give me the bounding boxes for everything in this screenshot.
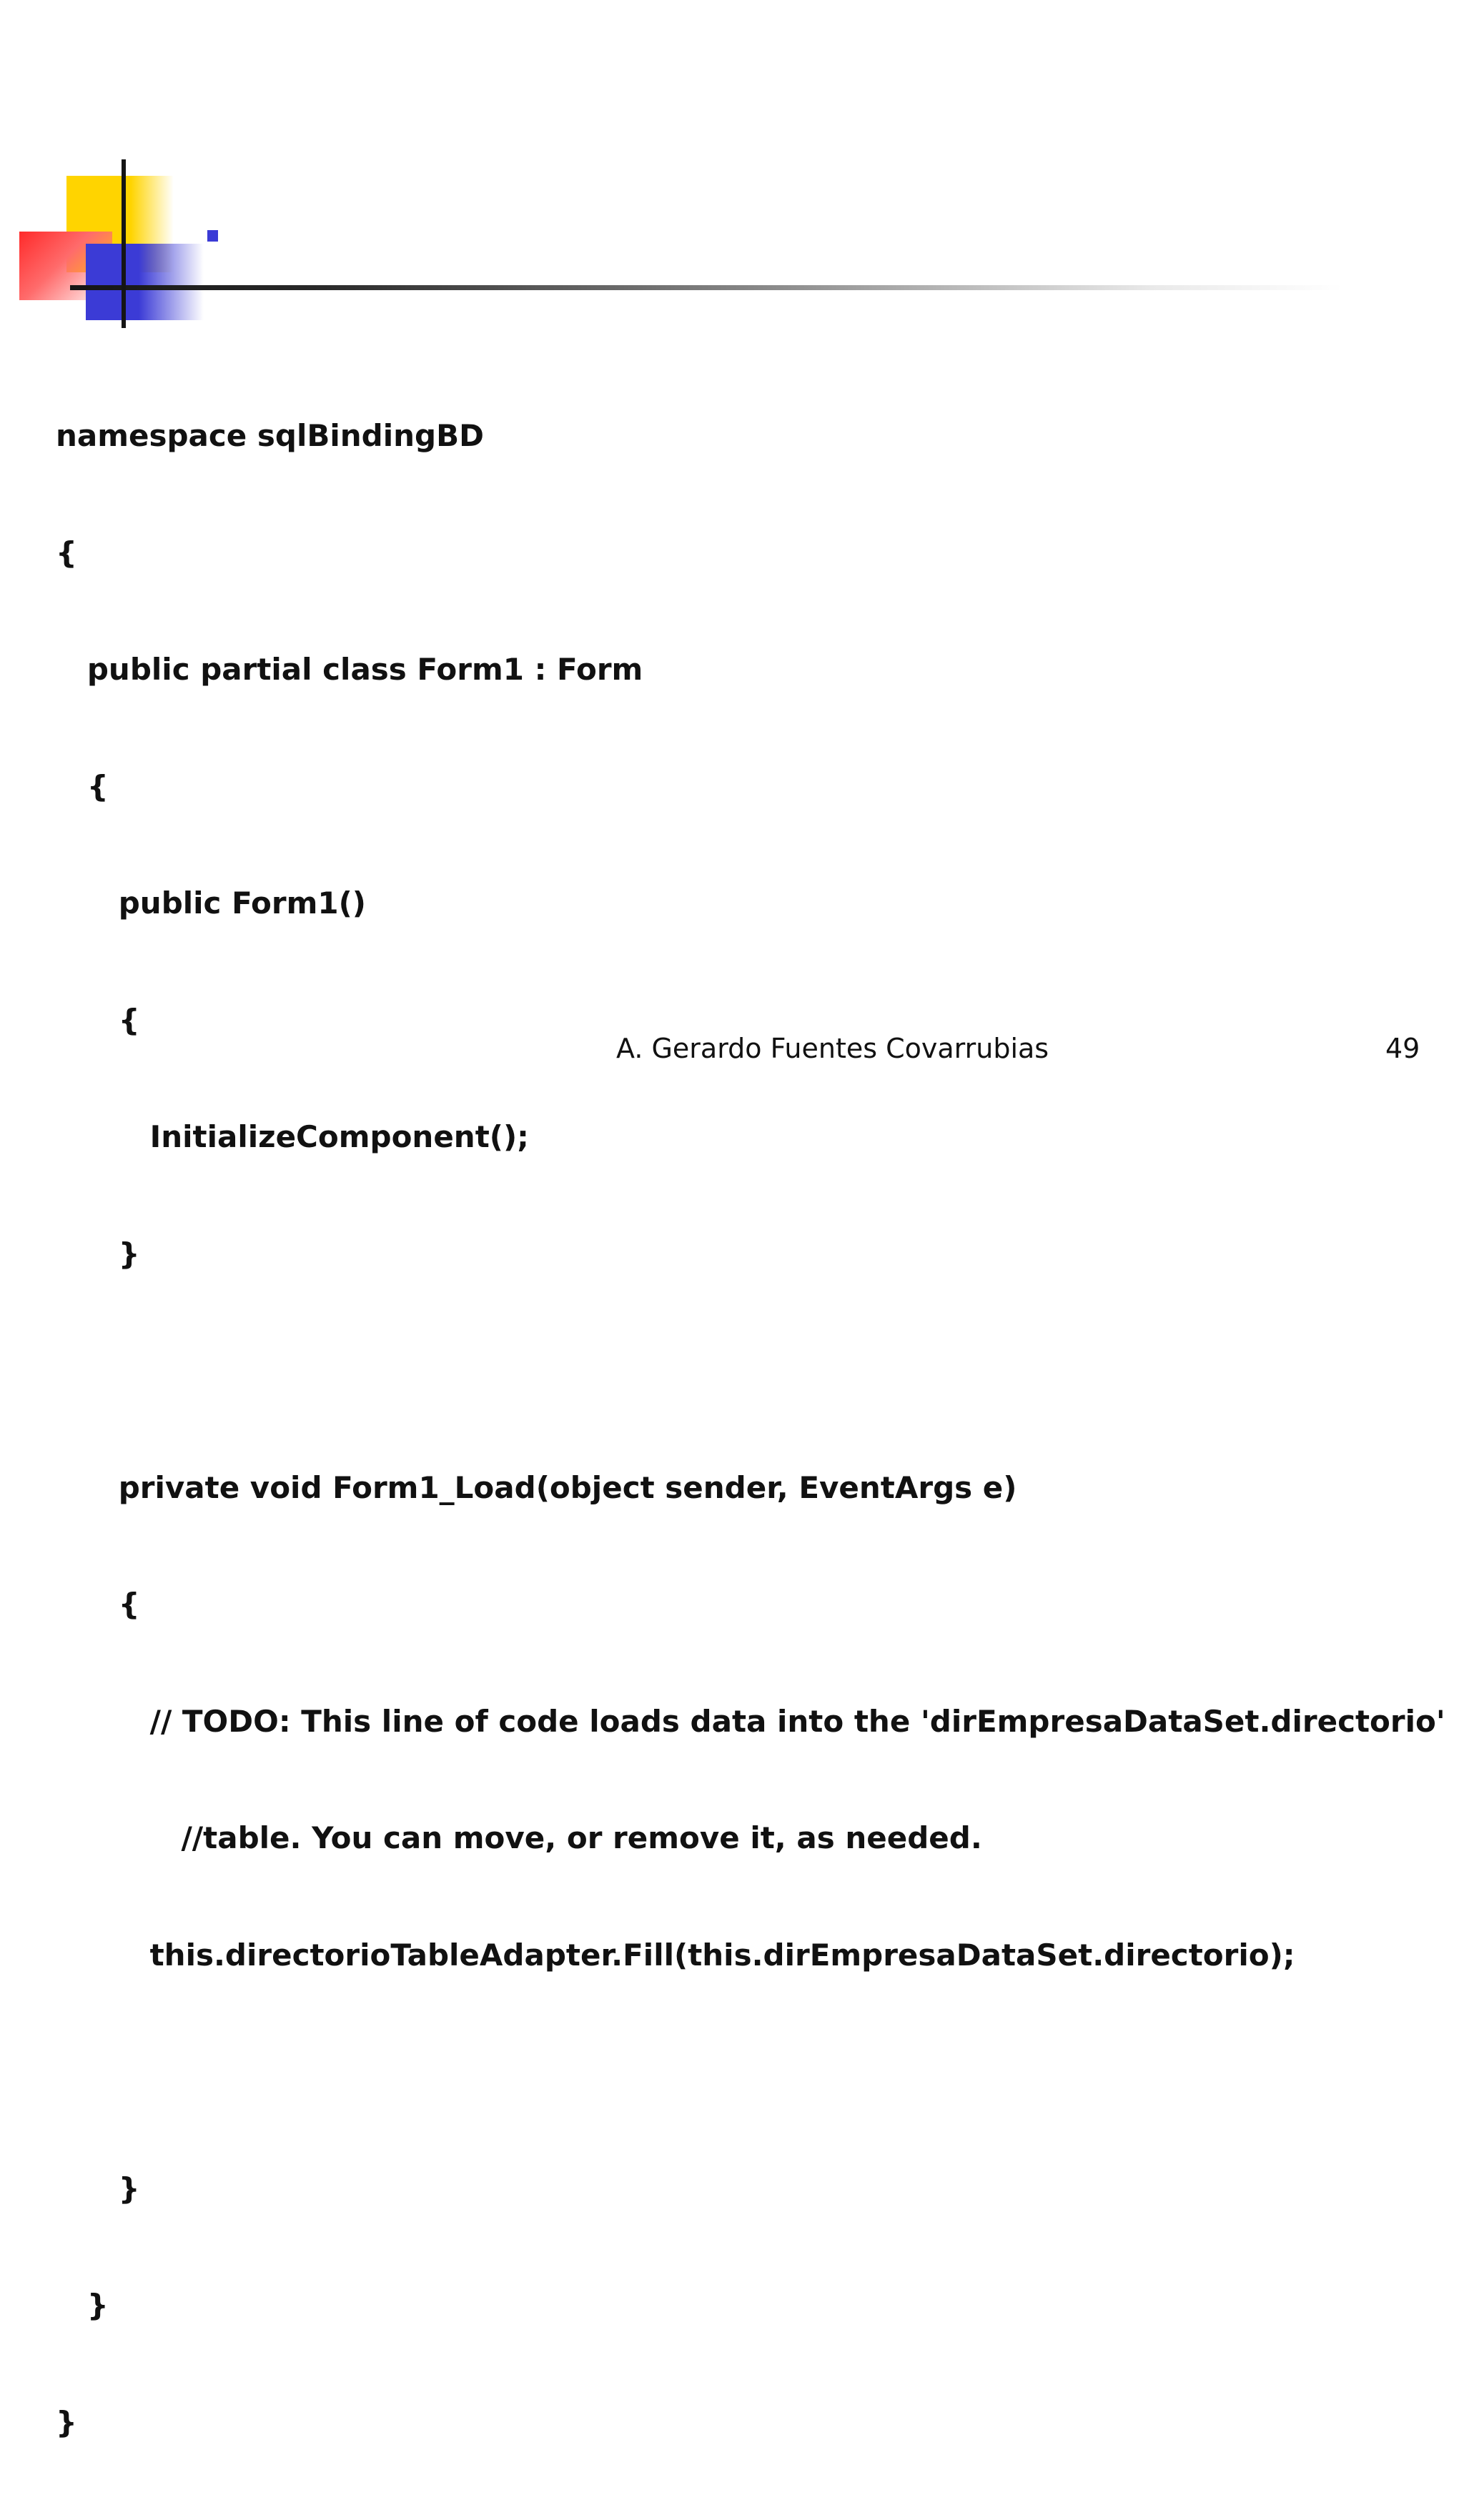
code-line: namespace sqlBindingBD xyxy=(56,418,484,453)
code-line: { xyxy=(56,1587,140,1622)
code-comment-line: // TODO: This line of code loads data into the 'dirEmpresaDataSet.directorio' xyxy=(56,1703,1445,1739)
code-line: private void Form1_Load(object sender, EventArgs e) xyxy=(56,1469,1017,1505)
code-line xyxy=(56,1351,1445,1391)
code-line: } xyxy=(56,1236,140,1271)
code-block xyxy=(56,339,1445,2520)
page-number: 49 xyxy=(1385,1033,1420,1064)
code-line: InitializeComponent(); xyxy=(56,1119,529,1154)
code-line: { xyxy=(56,768,109,804)
code-line: } xyxy=(56,2404,77,2440)
code-line: public partial class Form1 : Form xyxy=(56,652,643,687)
blue-square-decoration xyxy=(86,244,204,320)
small-blue-square-decoration xyxy=(207,230,218,242)
header-decoration xyxy=(0,0,1464,343)
code-line: } xyxy=(56,2171,140,2206)
code-line: { xyxy=(56,535,77,570)
code-line: { xyxy=(56,1002,140,1038)
horizontal-rule xyxy=(70,285,1342,290)
code-line: this.directorioTableAdapter.Fill(this.dirEmpresaDataSet.directorio); xyxy=(56,1937,1295,1973)
code-line xyxy=(56,2053,1445,2092)
footer-author: A. Gerardo Fuentes Covarrubias xyxy=(616,1033,1049,1064)
code-line: public Form1() xyxy=(56,886,367,921)
code-line: } xyxy=(56,2288,109,2323)
vertical-rule xyxy=(122,159,126,328)
code-comment-line: //table. You can move, or remove it, as needed. xyxy=(56,1820,982,1855)
